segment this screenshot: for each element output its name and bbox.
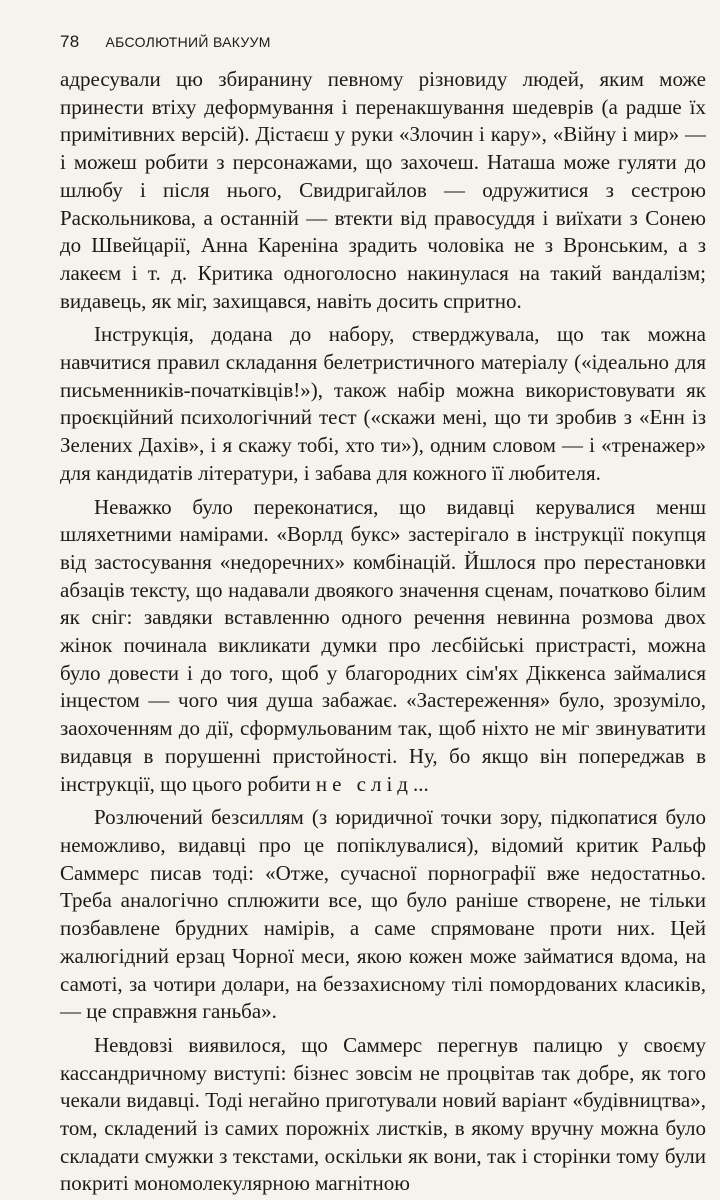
running-head <box>60 32 706 52</box>
paragraph-2: Інструкція, додана до набору, стверджувала, що так можна навчитися правил складання белетристичного матеріалу («ідеально для письменників-початківців!»), також набір можна використовувати як проєкційний психологічний тест («скажи мені, що ти зробив з «Енн із Зелених Дахів», і я скажу тобі, хто ти»), одним словом — і «тренажер» для кандидатів літератури, і забава для кожного її любителя. <box>60 322 706 485</box>
paragraph-3-text: Неважко було переконатися, що видавці керувалися менш шляхетними намірами. «Ворлд букс» застерігало в інструкції покупця від застосування «недоречних» комбінацій. Йшлося про перестановки абзаців тексту, що надавали двоякого значення сценам, початково білим як сніг: завдяки вставленню одного речення невинна розмова двох жінок починала викликати думки про лесбійські пристрасті, можна було довести і до того, щоб у благородних сім'ях Діккенса займалися інцестом — чого чия душа забажає. «Застереження» було, зрозуміло, заохоченням до дії, сформульованим так, щоб ніхто не міг звинуватити видавця в порушенні пристойності. Ну, бо якщо він попереджав в інструкції, що цього робити <box>60 494 706 796</box>
emphasized-phrase: не слід <box>315 771 413 796</box>
body-text <box>60 66 706 1198</box>
page-number: 78 <box>60 32 80 51</box>
paragraph-3-ellipsis: ... <box>412 771 429 796</box>
paragraph-3 <box>60 494 706 799</box>
paragraph-5: Невдовзі виявилося, що Саммерс перегнув палицю у своєму кассандричному виступі: бізнес зовсім не процвітав так добре, як того чекали видавці. Тоді негайно приготували новий варіант «будівництва», том, складений із самих порожніх листків, в якому вручну можна було складати смужки з текстами, оскільки як вони, так і сторінки тому були покриті мономолекулярною магнітною <box>60 1032 706 1196</box>
paragraph-1: адресували цю збиранину певному різновиду людей, яким може принести втіху деформування і перенакшування шедеврів (а радше їх примітивних версій). Дістаєш у руки «Злочин і кару», «Війну і мир» — і можеш робити з персонажами, що захочеш. Наташа може гуляти до шлюбу і після нього, Свидригайлов — одружитися з сестрою Раскольникова, а останній — втекти від правосуддя і виїхати з Сонею до Швейцарії, Анна Кареніна зрадить чоловіка не з Вронським, а з лакеєм і т. д. Критика одноголосно накинулася на такий вандалізм; видавець, як міг, захищався, навіть досить спритно. <box>60 67 706 313</box>
paragraph-4: Розлючений безсиллям (з юридичної точки зору, підкопатися було неможливо, видавці про це попіклувалися), відомий критик Ральф Саммерс писав тоді: «Отже, сучасної порнографії вже недостатньо. Треба аналогічно сплюжити все, що було раніше створене, не тільки позбавлене брудних намірів, а саме спрямоване проти них. Цей жалюгідний ерзац Чорної меси, якою кожен може займатися вдома, на самоті, за чотири долари, на беззахисному тілі помордованих класиків, — це справжня ганьба». <box>60 805 706 1024</box>
book-title: АБСОЛЮТНИЙ ВАКУУМ <box>105 34 271 50</box>
